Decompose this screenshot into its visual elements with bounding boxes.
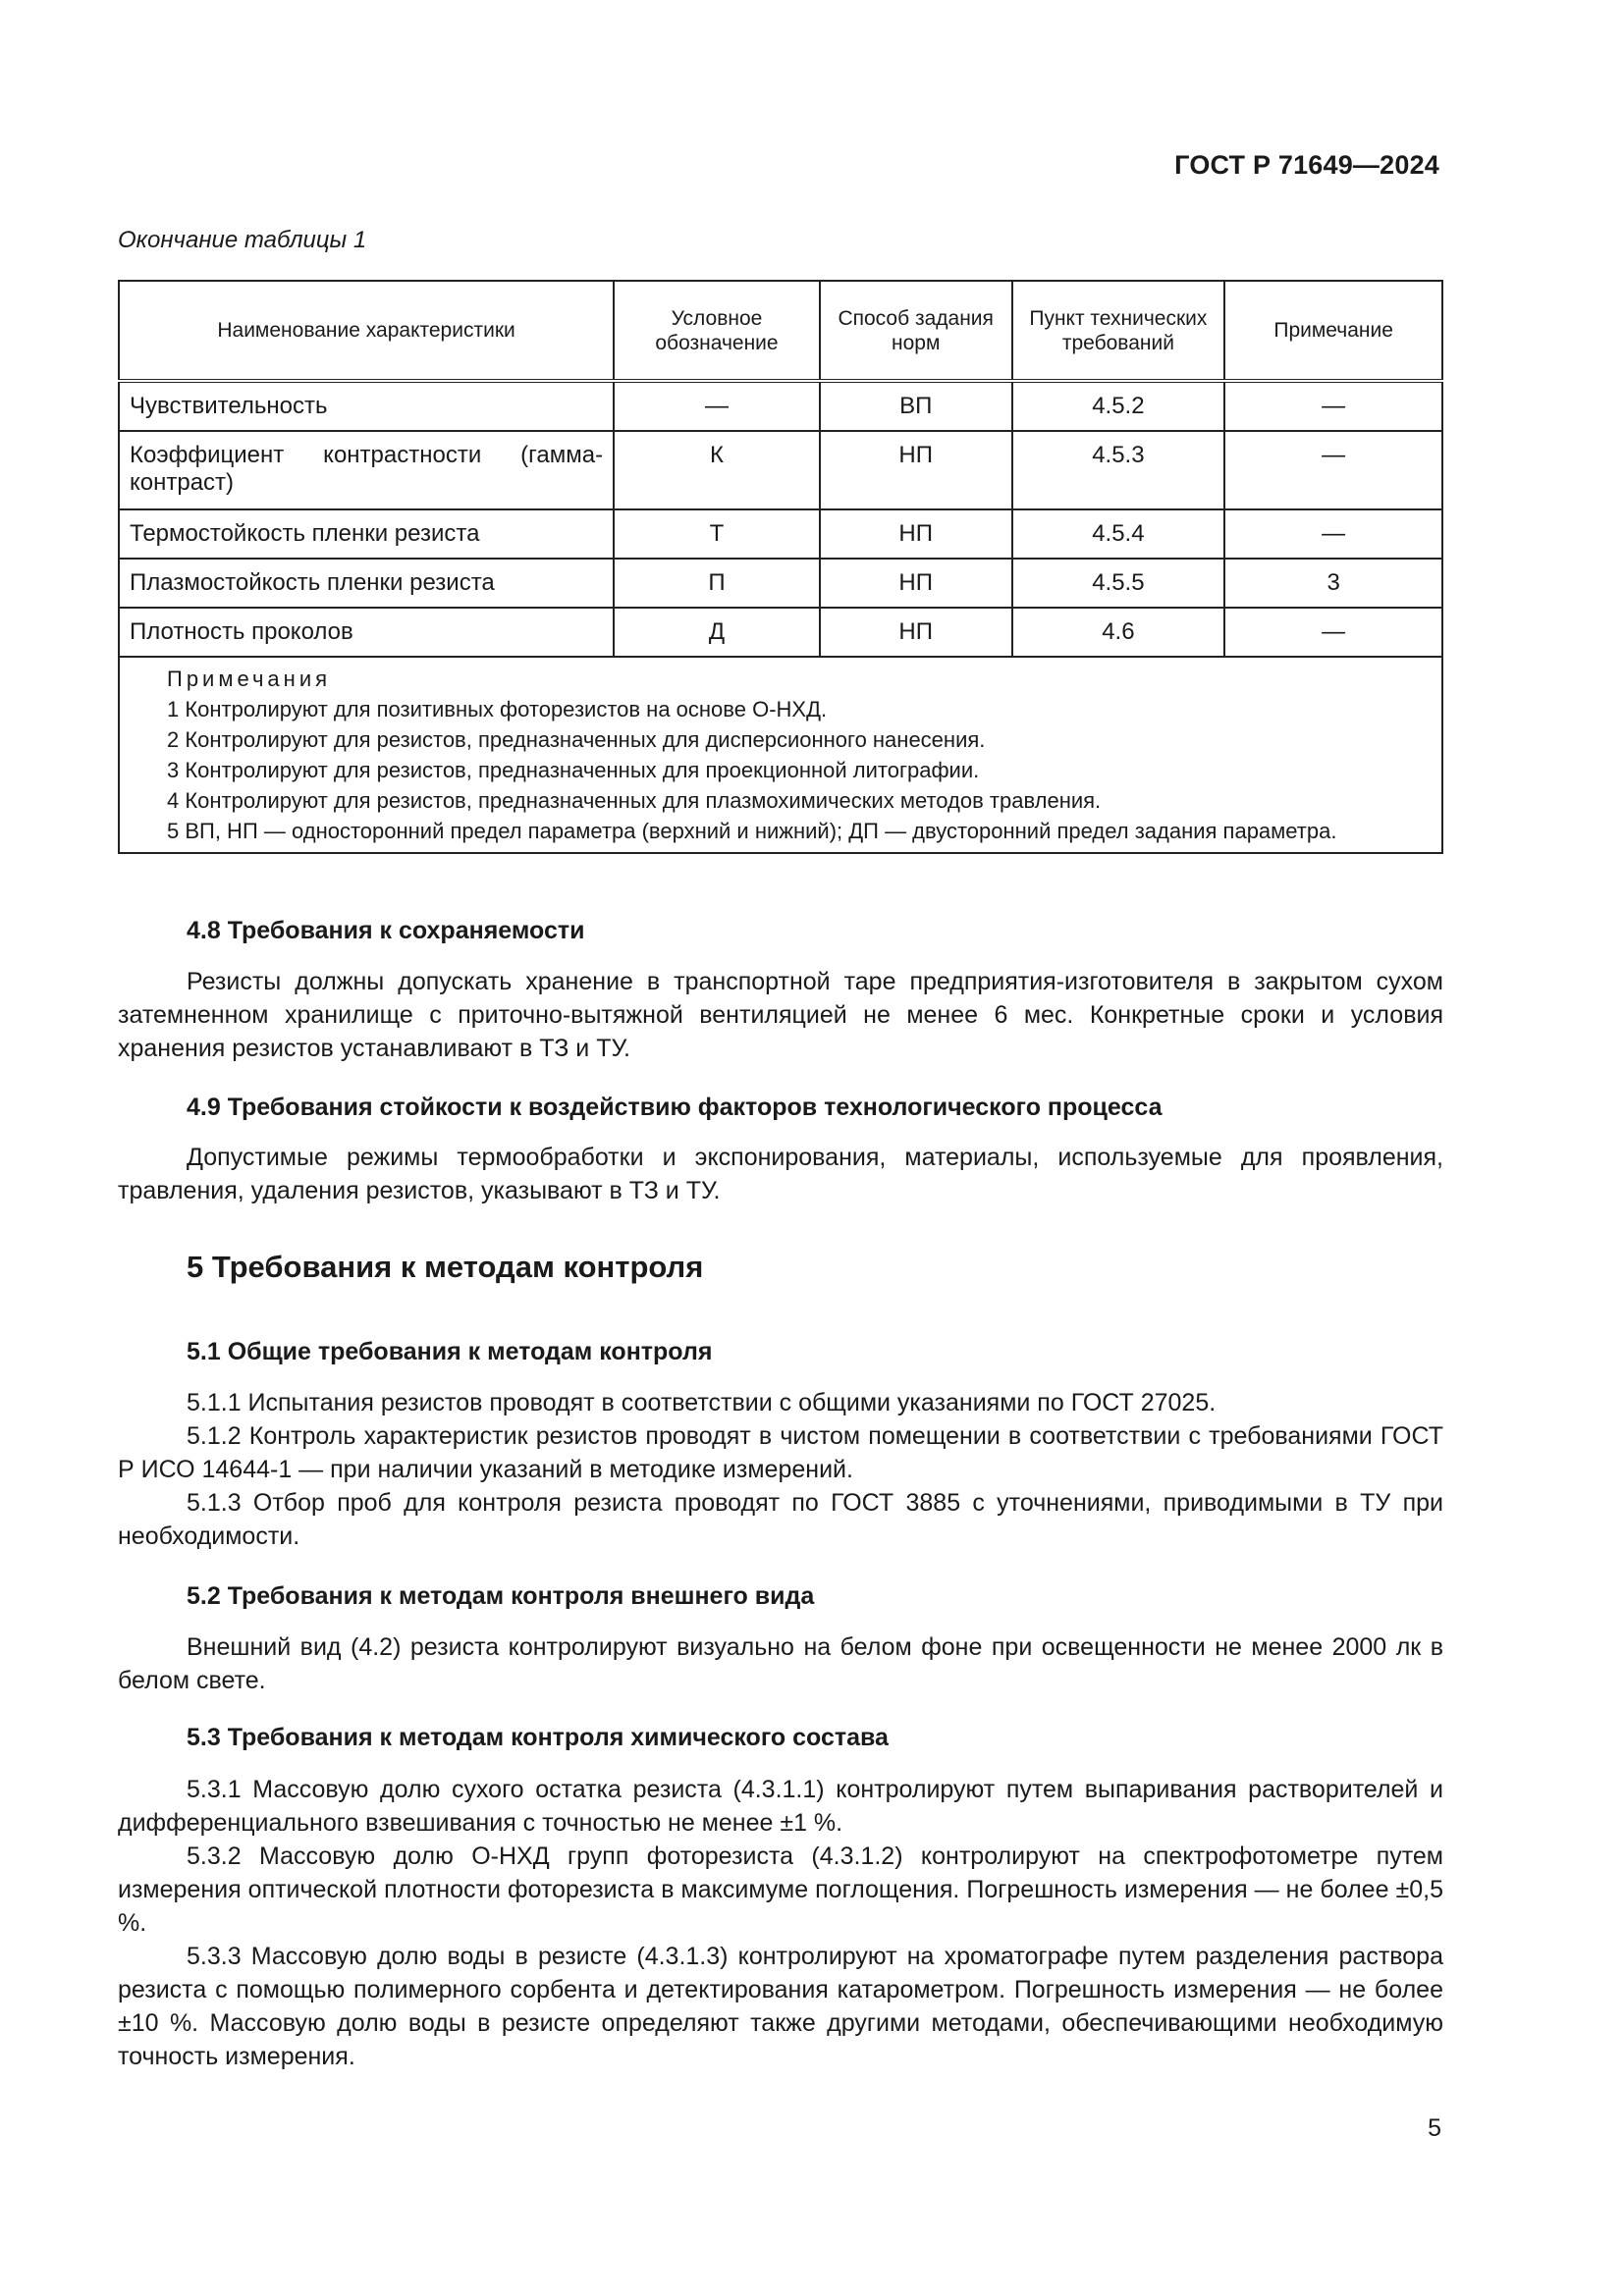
paragraph: Допустимые режимы термообработки и экспонирования, материалы, используемые для проявления, травления, удаления резистов, указывают в ТЗ и ТУ. (118, 1144, 1443, 1204)
cell-name (119, 431, 614, 509)
cell-name-line-1: Коэффициент контрастности (гамма- (130, 442, 604, 468)
cell-method: НП (820, 559, 1012, 608)
section-heading-4-8: 4.8 Требования к сохраняемости (187, 917, 585, 944)
column-header-clause: Пункт технических требований (1012, 281, 1225, 381)
table-row (119, 431, 1442, 509)
cell-name: Чувствительность (119, 381, 614, 431)
characteristics-table (118, 280, 1443, 854)
cell-note: — (1224, 509, 1442, 559)
section-heading-5-3: 5.3 Требования к методам контроля химического состава (187, 1724, 889, 1751)
paragraph: 5.3.3 Массовую долю воды в резисте (4.3.1.3) контролируют на хроматографе путем разделения раствора резиста с помощью полимерного сорбента и детектирования катарометром. Погрешность измерения — не более ±10 %. Массовую долю воды в резисте определяют также другими методами, обеспечивающими необходимую точность измерения. (118, 1943, 1443, 2070)
section-5-2-body (118, 1630, 1443, 1697)
cell-clause: 4.5.2 (1012, 381, 1225, 431)
column-header-note: Примечание (1224, 281, 1442, 381)
section-heading-5-2: 5.2 Требования к методам контроля внешнего вида (187, 1582, 815, 1610)
cell-note: 3 (1224, 559, 1442, 608)
column-header-symbol: Условное обозначение (614, 281, 820, 381)
cell-symbol: П (614, 559, 820, 608)
cell-note: — (1224, 431, 1442, 509)
cell-clause: 4.5.5 (1012, 559, 1225, 608)
table-notes (119, 657, 1442, 853)
note-item: 2 Контролируют для резистов, предназначенных для дисперсионного нанесения. (167, 727, 986, 752)
paragraph: 5.1.2 Контроль характеристик резистов проводят в чистом помещении в соответствии с требованиями ГОСТ Р ИСО 14644-1 — при наличии указаний в методике измерений. (118, 1422, 1443, 1483)
cell-symbol: Д (614, 608, 820, 657)
cell-note: — (1224, 608, 1442, 657)
page-number: 5 (1428, 2114, 1441, 2142)
column-header-method: Способ задания норм (820, 281, 1012, 381)
cell-name: Плотность проколов (119, 608, 614, 657)
cell-clause: 4.5.4 (1012, 509, 1225, 559)
paragraph: 5.1.1 Испытания резистов проводят в соответствии с общими указаниями по ГОСТ 27025. (187, 1389, 1217, 1416)
cell-symbol: К (614, 431, 820, 509)
table-row (119, 608, 1442, 657)
table-row (119, 559, 1442, 608)
section-4-8-body (118, 965, 1443, 1065)
column-header-name: Наименование характеристики (119, 281, 614, 381)
notes-title: Примечания (167, 667, 332, 691)
cell-name: Плазмостойкость пленки резиста (119, 559, 614, 608)
cell-method: ВП (820, 381, 1012, 431)
cell-clause: 4.5.3 (1012, 431, 1225, 509)
document-code: ГОСТ Р 71649—2024 (1174, 150, 1439, 180)
note-item: 1 Контролируют для позитивных фоторезистов на основе О-НХД. (167, 697, 828, 721)
note-item: 5 ВП, НП — односторонний предел параметра (верхний и нижний); ДП — двусторонний предел задания параметра. (167, 819, 1337, 843)
paragraph: Резисты должны допускать хранение в транспортной таре предприятия-изготовителя в закрытом сухом затемненном хранилище с приточно-вытяжной вентиляцией не менее 6 мес. Конкретные сроки и условия хранения резистов устанавливают в ТЗ и ТУ. (118, 968, 1443, 1062)
cell-name: Термостойкость пленки резиста (119, 509, 614, 559)
paragraph: 5.1.3 Отбор проб для контроля резиста проводят по ГОСТ 3885 с уточнениями, приводимыми в ТУ при необходимости. (118, 1489, 1443, 1550)
section-heading-5-1: 5.1 Общие требования к методам контроля (187, 1338, 713, 1365)
cell-method: НП (820, 608, 1012, 657)
paragraph: 5.3.1 Массовую долю сухого остатка резиста (4.3.1.1) контролируют путем выпаривания растворителей и дифференциального взвешивания с точностью не менее ±1 %. (118, 1776, 1443, 1837)
table-row (119, 509, 1442, 559)
paragraph: Внешний вид (4.2) резиста контролируют визуально на белом фоне при освещенности не менее 2000 лк в белом свете. (118, 1633, 1443, 1694)
paragraph: 5.3.2 Массовую долю О-НХД групп фоторезиста (4.3.1.2) контролируют на спектрофотометре путем измерения оптической плотности фоторезиста в максимуме поглощения. Погрешность измерения — не более ±0,5 %. (118, 1842, 1443, 1937)
table-header-row (119, 281, 1442, 381)
section-heading-4-9: 4.9 Требования стойкости к воздействию факторов технологического процесса (187, 1094, 1163, 1121)
cell-method: НП (820, 431, 1012, 509)
cell-symbol: Т (614, 509, 820, 559)
cell-method: НП (820, 509, 1012, 559)
note-item: 4 Контролируют для резистов, предназначенных для плазмохимических методов травления. (167, 788, 1102, 813)
cell-name-line-2: контраст) (130, 469, 235, 496)
table-notes-row (119, 657, 1442, 853)
section-5-3-body (118, 1773, 1443, 2073)
table-row (119, 381, 1442, 431)
table-caption: Окончание таблицы 1 (118, 227, 367, 253)
section-heading-5: 5 Требования к методам контроля (187, 1250, 704, 1284)
cell-symbol: — (614, 381, 820, 431)
section-4-9-body (118, 1141, 1443, 1207)
note-item: 3 Контролируют для резистов, предназначенных для проекционной литографии. (167, 758, 980, 782)
section-5-1-body (118, 1386, 1443, 1553)
cell-note: — (1224, 381, 1442, 431)
cell-clause: 4.6 (1012, 608, 1225, 657)
